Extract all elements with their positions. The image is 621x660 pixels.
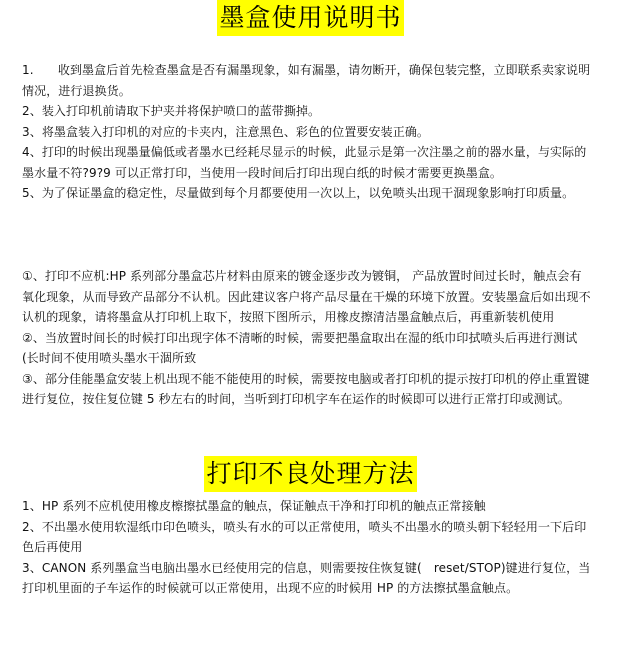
instruction-item: 4、打印的时候出现墨量偏低或者墨水已经耗尽显示的时候，此显示是第一次注墨之前的器水量，与实际的墨水量不符?9?9 可以正常打印，当使用一段时间后打印出现白纸的时候才需要更换墨盒。 <box>22 145 587 180</box>
note-item: ③、部分佳能墨盒安装上机出现不能不能使用的时候，需要按电脑或者打印机的提示按打印机的停止重置键进行复位，按住复位键 5 秒左右的时间，当听到打印机字车在运作的时候即可以进行正常打印或测试。 <box>22 371 590 406</box>
section-title-row <box>0 456 621 492</box>
note-item: ②、当放置时间长的时候打印出现字体不清晰的时候，需要把墨盒取出在湿的纸巾印拭喷头后再进行测试(长时间不使用喷头墨水干涸所致 <box>22 330 578 365</box>
troubleshooting-item: 1、HP 系列不应机使用橡皮檫擦拭墨盒的触点，保证触点干净和打印机的触点正常接触 <box>22 499 486 513</box>
instruction-item: 3、将墨盒装入打印机的对应的卡夹内，注意黑色、彩色的位置要安装正确。 <box>22 124 430 139</box>
section-title: 打印不良处理方法 <box>204 456 416 492</box>
troubleshooting-item: 2、不出墨水使用软湿纸巾印色喷头，喷头有水的可以正常使用，喷头不出墨水的喷头朝下轻轻用一下后印色后再使用 <box>22 519 587 554</box>
note-item: ①、打印不应机:HP 系列部分墨盒芯片材料由原来的镀金逐步改为镀铜， 产品放置时间过长时，触点会有氧化现象，从而导致产品部分不认机。因此建议客户将产品尽量在干燥的环境下放置。安装墨盒后如出现不认机的现象，请将墨盒从打印机上取下，按照下图所示，用橡皮擦清洁墨盒触点后，再重新装机使用 <box>22 269 591 324</box>
title-row <box>0 0 621 36</box>
troubleshooting-item: 3、CANON 系列墨盒当电脑出墨水已经使用完的信息，则需要按住恢复键( reset/STOP)键进行复位，当打印机里面的子车运作的时候就可以正常使用，出现不应的时候用 HP 的方法擦拭墨盒触点。 <box>22 560 591 595</box>
usage-instructions <box>22 60 592 204</box>
usage-notes <box>22 266 592 410</box>
instruction-item: 2、装入打印机前请取下护夹并将保护喷口的蓝带撕掉。 <box>22 104 321 118</box>
troubleshooting-list <box>22 496 592 599</box>
instruction-item: 5、为了保证墨盒的稳定性，尽量做到每个月都要使用一次以上，以免喷头出现干涸现象影响打印质量。 <box>22 186 575 200</box>
document-title: 墨盒使用说明书 <box>217 0 403 36</box>
instruction-item: 1. 收到墨盒后首先检查墨盒是否有漏墨现象，如有漏墨，请勿断开，确保包装完整，立即联系卖家说明情况，进行退换货。 <box>22 63 591 98</box>
